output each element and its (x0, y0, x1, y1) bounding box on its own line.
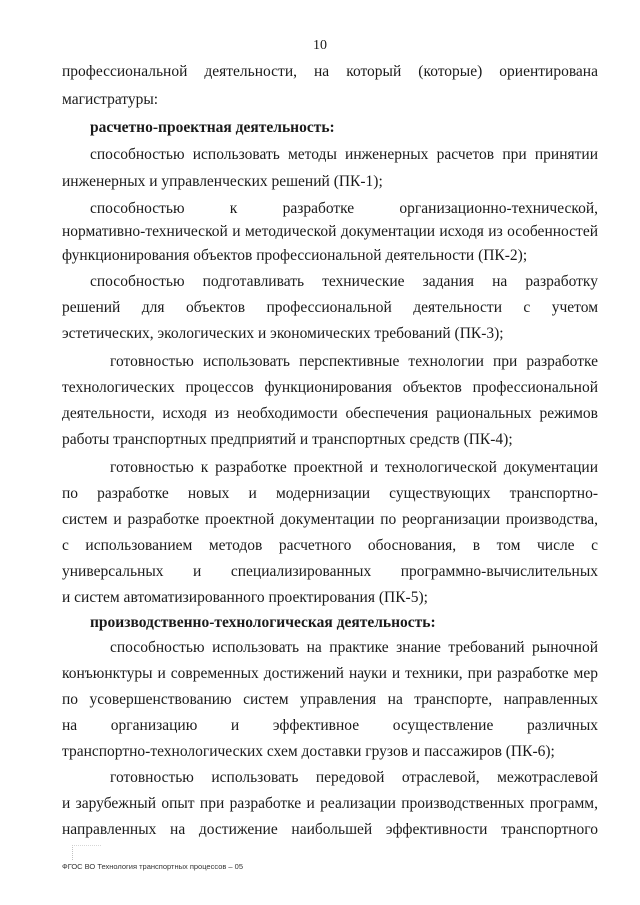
text-line: транспортно-технологических схем доставки грузов и пассажиров (ПК-6); (62, 743, 555, 760)
text-line: деятельности, исходя из необходимости обеспечения рациональных режимов (62, 405, 598, 422)
text-line: способностью к разработке организационно-технической, (90, 200, 598, 217)
scan-artifact (72, 845, 101, 860)
text-line: инженерных и управленческих решений (ПК-1); (62, 173, 383, 190)
section-heading: расчетно-проектная деятельность: (90, 119, 335, 136)
text-line: и систем автоматизированного проектирования (ПК-5); (62, 589, 428, 606)
text-line: профессиональной деятельности, на который (которые) ориентирована (62, 63, 598, 80)
text-line: готовностью использовать передовой отраслевой, межотраслевой (110, 769, 598, 786)
page-number: 10 (313, 38, 327, 53)
text-line: на организацию и эффективное осуществление различных (62, 717, 598, 734)
text-line: с использованием методов расчетного обоснования, в том числе с (62, 537, 598, 554)
text-line: способностью использовать на практике знание требований рыночной (110, 639, 598, 656)
text-line: по разработке новых и модернизации существующих транспортно- (62, 485, 598, 502)
text-line: и зарубежный опыт при разработке и реализации производственных программ, (62, 795, 598, 812)
text-line: работы транспортных предприятий и транспортных средств (ПК-4); (62, 431, 513, 448)
page-footer: ФГОС ВО Технология транспортных процессов – 05 (62, 862, 244, 871)
text-line: способностью подготавливать технические задания на разработку (90, 273, 598, 290)
section-heading: производственно-технологическая деятельность: (90, 614, 436, 631)
text-line: нормативно-технической и методической документации исходя из особенностей (62, 223, 598, 240)
text-line: готовностью использовать перспективные технологии при разработке (110, 353, 598, 370)
text-line: функционирования объектов профессиональной деятельности (ПК-2); (62, 247, 528, 264)
text-line: готовностью к разработке проектной и технологической документации (110, 459, 598, 476)
text-line: технологических процессов функционирования объектов профессиональной (62, 379, 598, 396)
text-line: конъюнктуры и современных достижений науки и техники, при разработке мер (62, 665, 598, 682)
text-line: способностью использовать методы инженерных расчетов при принятии (90, 146, 598, 163)
text-line: решений для объектов профессиональной деятельности с учетом (62, 299, 598, 316)
text-line: эстетических, экологических и экономических требований (ПК-3); (62, 325, 504, 342)
text-line: магистратуры: (62, 91, 159, 108)
text-line: направленных на достижение наибольшей эффективности транспортного (62, 821, 598, 838)
text-line: систем и разработке проектной документации по реорганизации производства, (62, 511, 598, 528)
text-line: по усовершенствованию систем управления на транспорте, направленных (62, 691, 598, 708)
text-line: универсальных и специализированных программно-вычислительных (62, 563, 598, 580)
